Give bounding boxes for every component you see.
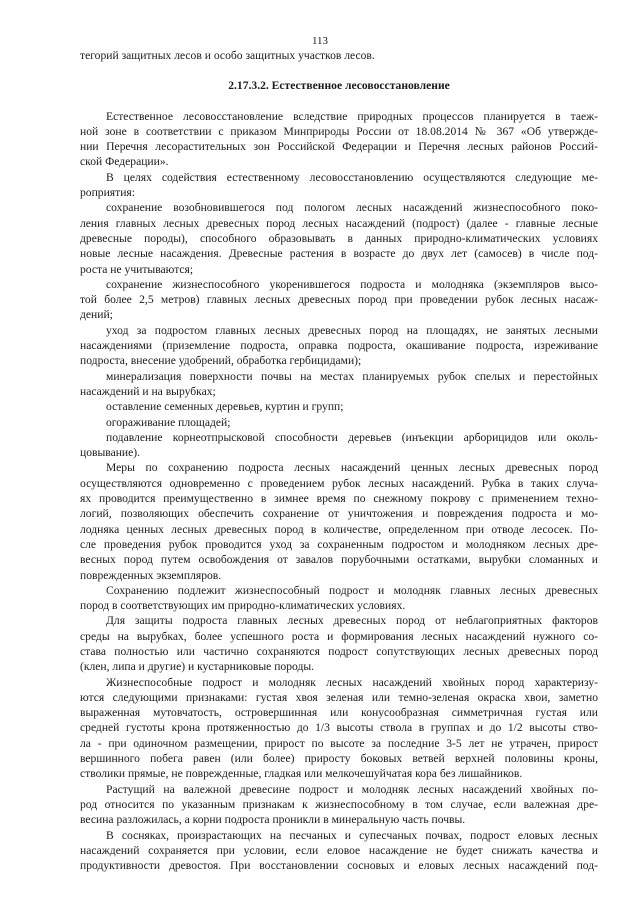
text-line: поврежденных экземпляров. [80,568,222,582]
text-line: В сосняках, произрастающих на песчаных и супесчаных почвах, подрост еловых лесных [106,828,598,842]
text-line: весина разложилась, а корни подроста проникли в минеральную часть почвы. [80,813,466,827]
section-heading: 2.17.3.2. Естественное лесовосстановление [228,79,450,93]
text-line: минерализация поверхности почвы на местах планируемых рубок спелых и перестойных [106,369,598,383]
text-line: огораживание площадей; [106,415,231,429]
text-line: Жизнеспособные подрост и молодняк лесных насаждений хвойных пород характеризу- [106,675,598,689]
paragraph [80,613,598,674]
text-line: продуктивности древостоя. При восстановлении сосновых и еловых лесных насаждений под- [80,859,598,873]
paragraph [80,415,598,430]
paragraph [80,430,598,461]
text-line: роста не учитываются; [80,262,194,276]
paragraph [80,323,598,369]
text-line: Естественное лесовосстановление вследствие природных процессов планируется в таеж- [106,109,598,123]
text-line: ной зоне в соответствии с приказом Минприроды России от 18.08.2014 № 367 «Об утвержде- [80,124,598,138]
text-line: сле проведения рубок проводится уход за сохраненным подростом и молодняком лесных дре- [80,537,598,551]
text-line: ла - при одиночном размещении, прирост по высоте за последние 3-5 лет не утрачен, прирост [80,736,598,750]
text-line: цовывание). [80,446,141,460]
page-number: 113 [311,35,329,47]
text-line: род относится по указанным признакам к жизнеспособному в том случае, если валежная дре- [80,797,598,811]
paragraph [80,170,598,201]
text-line: логий, позволяющих обеспечить сохранение от уничтожения и повреждения подроста и мо- [80,507,598,521]
text-line: осуществляются одновременно с проведением рубок лесных насаждений. Рубка в таких случа- [80,476,598,490]
text-line: става полностью или частично сохраняются подрост сопутствующих лесных древесных пород [80,644,598,658]
paragraph [80,369,598,400]
text-line: средней густоты крона протяженностью до 1/3 высоты ствола в группах и до 1/2 высоты ство- [80,721,598,735]
text-line: Растущий на валежной древесине подрост и молодняк лесных насаждений хвойных по- [106,782,598,796]
text-line: насаждениями (приземление подроста, оправка подроста, окашивание подроста, изреживание [80,339,598,353]
paragraph [80,399,598,414]
text-line: весных пород путем освобождения от завалов порубочными остатками, вырубки сломанных и [80,553,598,567]
text-line: тегорий защитных лесов и особо защитных участков лесов. [80,49,375,62]
text-line: дений; [80,308,113,322]
text-line: оставление семенных деревьев, куртин и групп; [106,400,344,414]
text-line: стволики прямые, не поврежденные, гладкая или мелкочешуйчатая кора без лишайников. [80,767,523,781]
text-line: ской Федерации». [80,155,169,169]
paragraph [80,583,598,614]
text-line: уход за подростом главных лесных древесных пород на площадях, не занятых лесными [106,323,598,337]
text-line: ления главных лесных древесных пород лесных насаждений (подрост) (далее - главные лесные [80,216,598,230]
paragraph [80,460,598,582]
text-line: нии Перечня лесорастительных зон Российской Федерации и Перечня лесных районов Россий- [80,140,598,154]
text-line: сохранение жизнеспособного укоренившегося подроста и молодняка (экземпляров высо- [106,277,598,291]
paragraph [80,109,598,170]
text-line: роприятия: [80,186,135,200]
text-line: подроста, внесение удобрений, обработка гербицидами); [80,354,362,368]
text-line: насаждений и на вырубках; [80,384,216,398]
text-line: сохранение возобновившегося под пологом лесных насаждений жизнеспособного поко- [106,201,598,215]
paragraph [80,675,598,782]
text-line: новые лесные насаждения. Древесные растения в возрасте до двух лет (самосев) в числе под- [80,247,598,261]
text-line: выраженная мутовчатость, островершинная или конусообразная симметричная густая или [80,706,598,720]
text-line: Для защиты подроста главных лесных древесных пород от неблагоприятных факторов [106,614,598,628]
paragraph [80,782,598,828]
text-line: (клен, липа и другие) и кустарниковые породы. [80,660,315,674]
paragraph [80,277,598,323]
text-line: подавление корнеотпрысковой способности деревьев (инъекции арборицидов или околь- [106,430,598,444]
text-line: Меры по сохранению подроста лесных насаждений ценных лесных древесных пород [106,461,598,475]
body-text [80,48,598,873]
text-line: ях проводится преимущественно в зимнее время по снежному покрову с применением техно- [80,492,598,506]
text-line: лодняка ценных лесных древесных пород в количестве, определенном при отводе лесосек. По- [80,522,598,536]
text-line: той более 2,5 метров) главных лесных древесных пород при проведении рубок лесных насаж- [80,293,598,307]
text-line: ются следующими признаками: густая хвоя зеленая или темно-зеленая окраска хвои, заметно [80,690,598,704]
paragraph [80,200,598,276]
text-line: среды на вырубках, более успешного роста и формирования лесных насаждений нужного со- [80,629,598,643]
text-line: Сохранению подлежит жизнеспособный подрост и молодняк главных лесных древесных [106,583,598,597]
text-line: пород в соответствующих им природно-климатических условиях. [80,599,406,613]
text-line: древесные породы), способного образовывать в данных природно-климатических условиях [80,231,598,245]
text-line: В целях содействия естественному лесовосстановлению осуществляются следующие ме- [106,170,598,184]
paragraph [80,828,598,874]
text-line: насаждений сохраняется при условии, если еловое насаждение не будет снижать качества и [80,843,598,857]
text-line: вершинного побега равен (или более) приросту боковых ветвей верхней половины кроны, [80,752,598,766]
